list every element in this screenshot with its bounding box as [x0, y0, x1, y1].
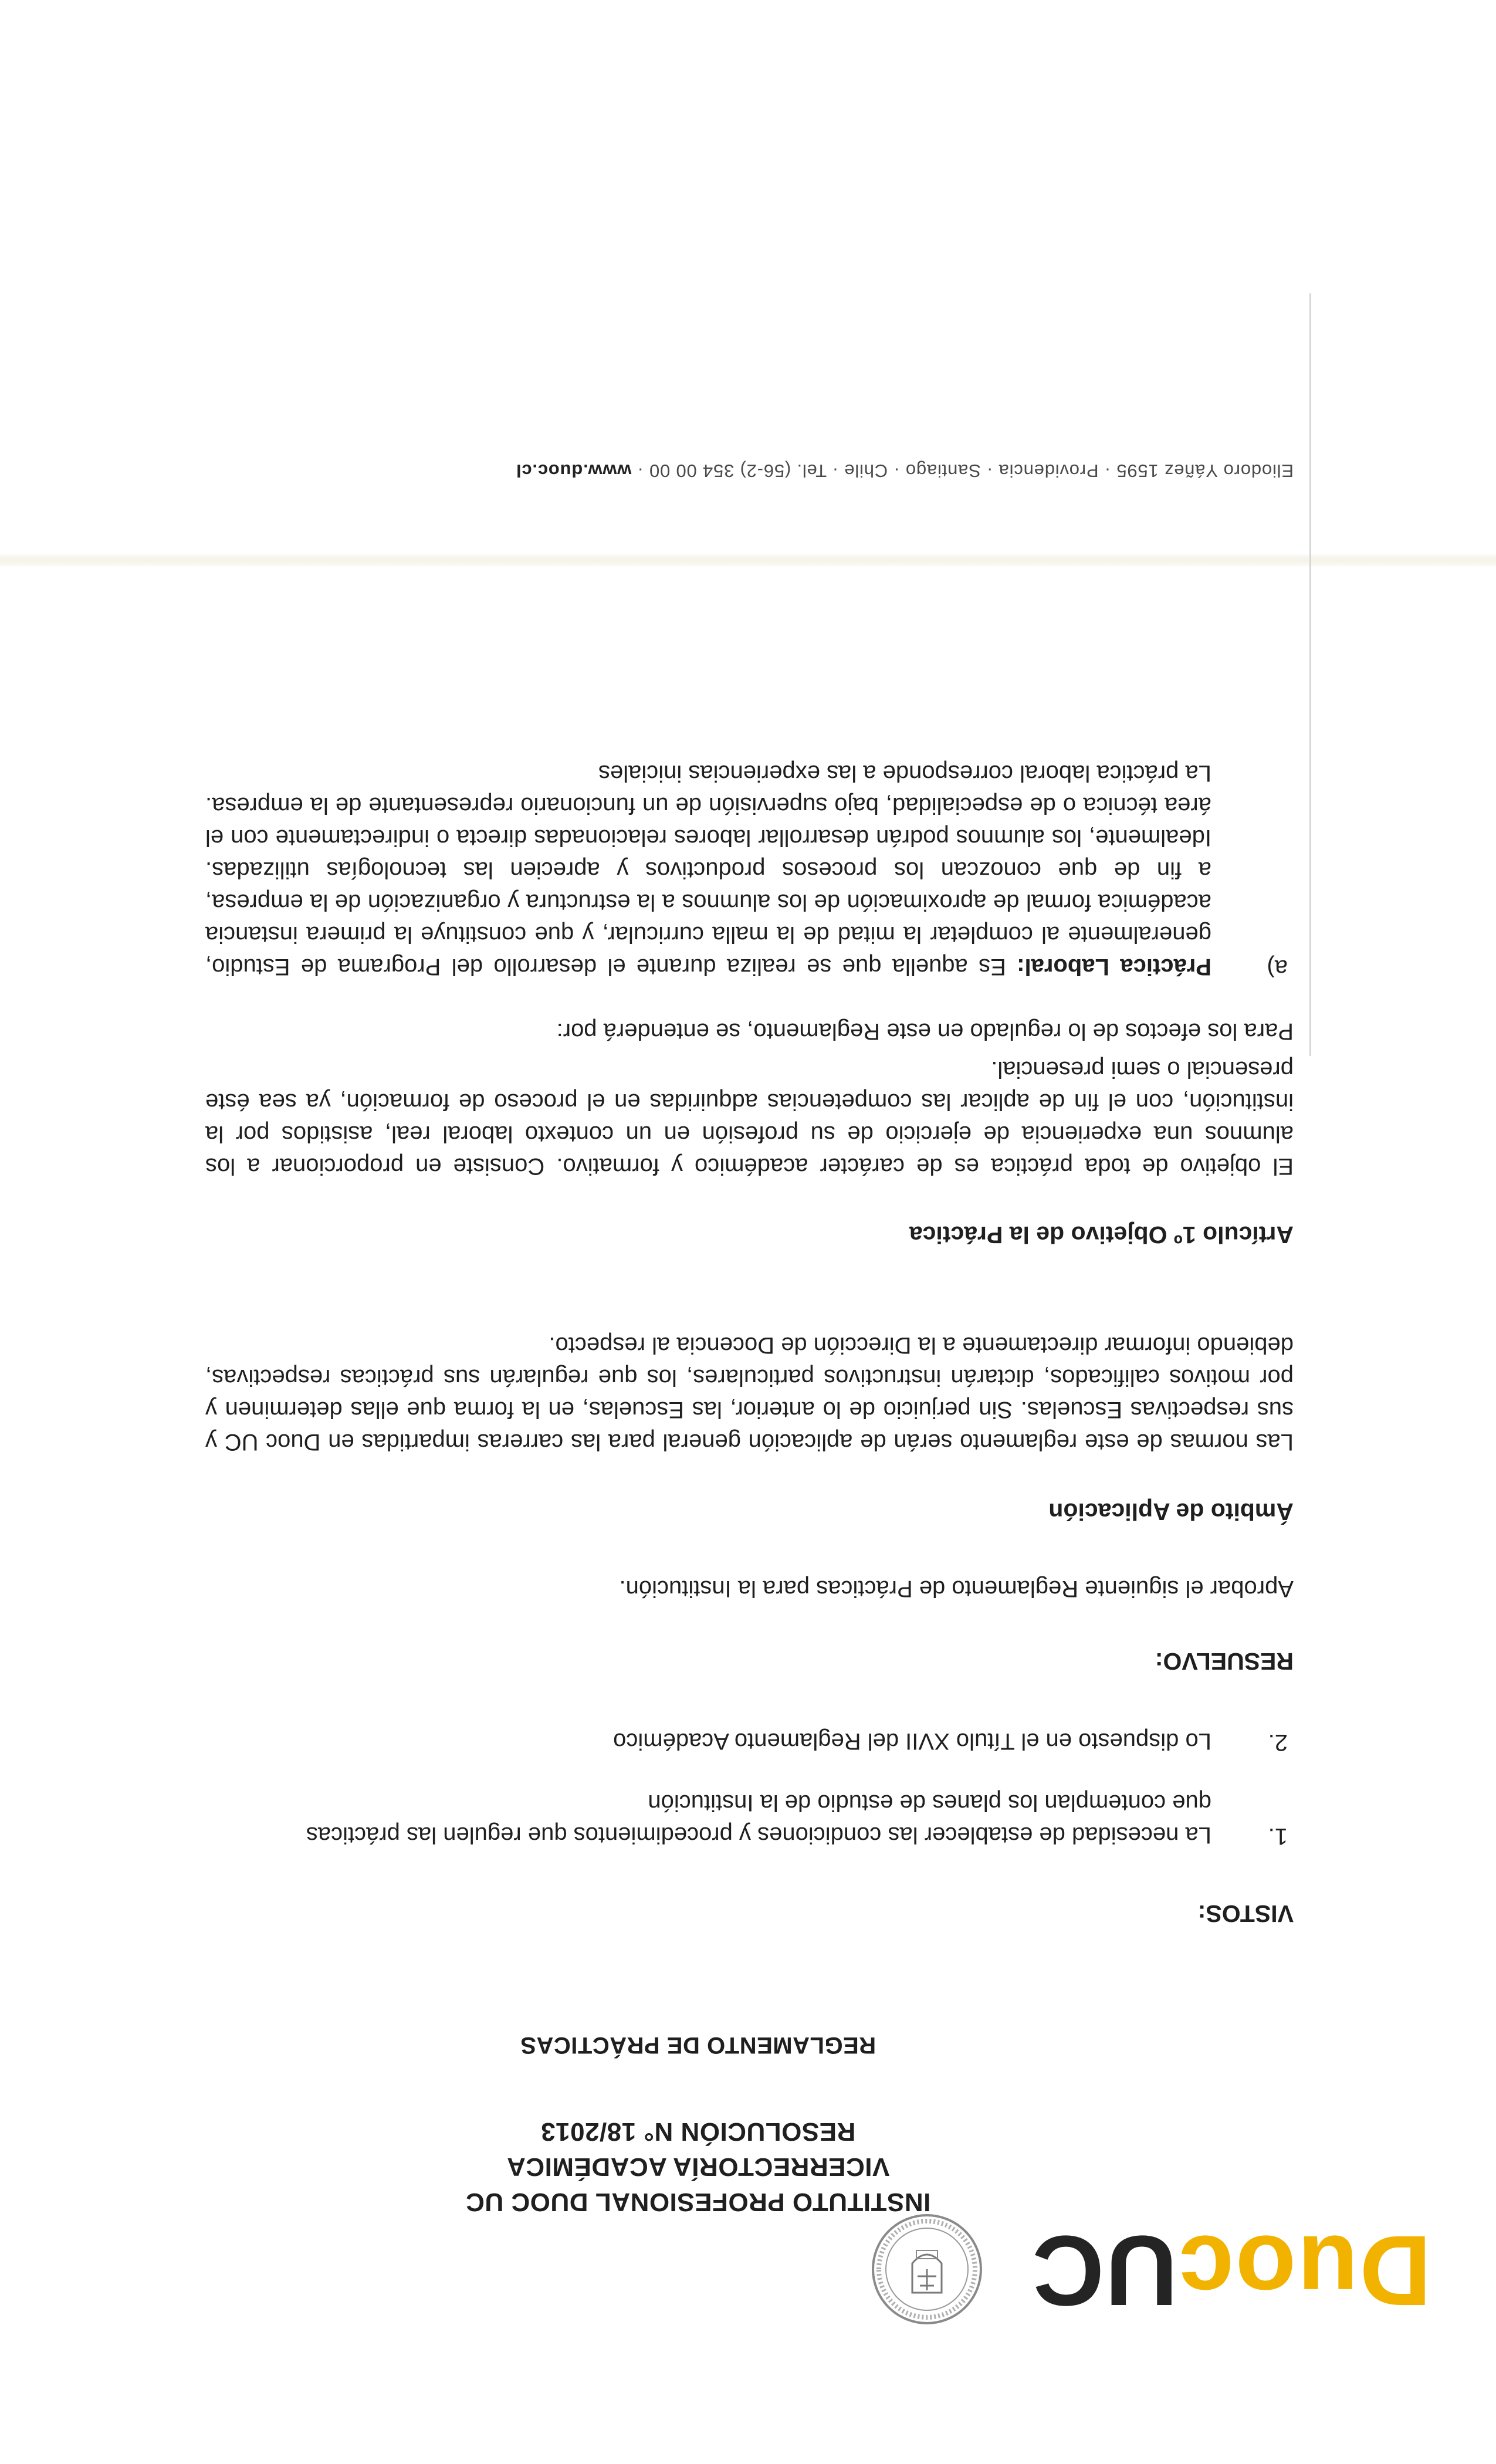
- university-seal-icon: [868, 2211, 986, 2328]
- articulo-1-intro: Para los efectos de lo regulado en este Reglamento, se entenderá por:: [556, 1018, 1294, 1044]
- resuelvo-heading: RESUELVO:: [1155, 1648, 1294, 1675]
- resuelvo-text: Aprobar el siguiente Reglamento de Prácticas para la Institución.: [619, 1576, 1294, 1602]
- ambito-heading: Ámbito de Aplicación: [1048, 1498, 1294, 1525]
- item-a-label: a): [1267, 955, 1288, 981]
- document-title: REGLAMENTO DE PRÁCTICAS: [520, 2032, 876, 2058]
- brand-duoc: Duoc: [1177, 2215, 1431, 2326]
- scan-margin-line: [1309, 293, 1311, 1056]
- item-a-paragraph: [205, 757, 1211, 983]
- vistos-item-text: Lo dispuesto en el Título XVII del Reglamento Académico: [613, 1728, 1211, 1754]
- vistos-item-number: 1.: [1268, 1823, 1288, 1849]
- brand-uc: UC: [1031, 2215, 1177, 2326]
- duoc-uc-logo: [903, 2206, 1431, 2329]
- item-a-text: Es aquella que se realiza durante el desarrollo del Programa de Estudio, generalmente al completar la mitad de la malla curricular, y que constituye la primera instancia académica formal de aproximación de los alumnos a la estructura y organización de la empresa, a fin de que conozcan los procesos productivos y aprecien las tecnologías utilizadas. Idealmente, los alumnos podrán desarrollar labores relacionadas directa o indirectamente con el área técnica o de especialidad, bajo supervisión de un funcionario representante de la empresa. La práctica laboral corresponde a las experiencias iniciales: [205, 760, 1211, 980]
- institution-name: INSTITUTO PROFESIONAL DUOC UC: [465, 2188, 931, 2216]
- vistos-item-text: La necesidad de establecer las condiciones y procedimientos que regulen las prácticas que contemplan los planes de estudio de la Institución: [306, 1790, 1211, 1848]
- footer-address: Eliodoro Yáñez 1595 · Providencia · Santiago · Chile · Tel. (56-2) 354 00 00 ·: [631, 461, 1294, 481]
- articulo-1-heading: Artículo 1º Objetivo de la Práctica: [909, 1221, 1294, 1248]
- brand-wordmark: [1031, 2212, 1431, 2329]
- footer-contact: [516, 460, 1294, 481]
- item-a-term: Práctica Laboral:: [1017, 954, 1211, 980]
- vistos-item-number: 2.: [1268, 1729, 1288, 1755]
- articulo-1-text: El objetivo de toda práctica es de carácter académico y formativo. Consiste en proporcionar a los alumnos una experiencia de ejercicio de su profesión en un contexto laboral real, asistidos por la institución, con el fin de aplicar las competencias adquiridas en el proceso de formación, ya sea éste presencial o semi presencial.: [205, 1057, 1294, 1179]
- ambito-text: Las normas de este reglamento serán de aplicación general para las carreras impartidas en Duoc UC y sus respectivas Escuelas. Sin perjuicio de lo anterior, las Escuelas, en la forma que ellas determinen y por motivos calificados, dictarán instructivos particulares, los que regularán sus prácticas respectivas, debiendo informar directamente a la Dirección de Docencia al respecto.: [205, 1332, 1294, 1455]
- vistos-heading: VISTOS:: [1197, 1900, 1294, 1927]
- footer-website: www.duoc.cl: [516, 461, 632, 481]
- office-name: VICERRECTORÍA ACADÉMICA: [506, 2152, 890, 2181]
- resolution-number: RESOLUCIÓN N° 18/2013: [540, 2117, 856, 2146]
- scan-artifact-stripe: [0, 554, 1496, 566]
